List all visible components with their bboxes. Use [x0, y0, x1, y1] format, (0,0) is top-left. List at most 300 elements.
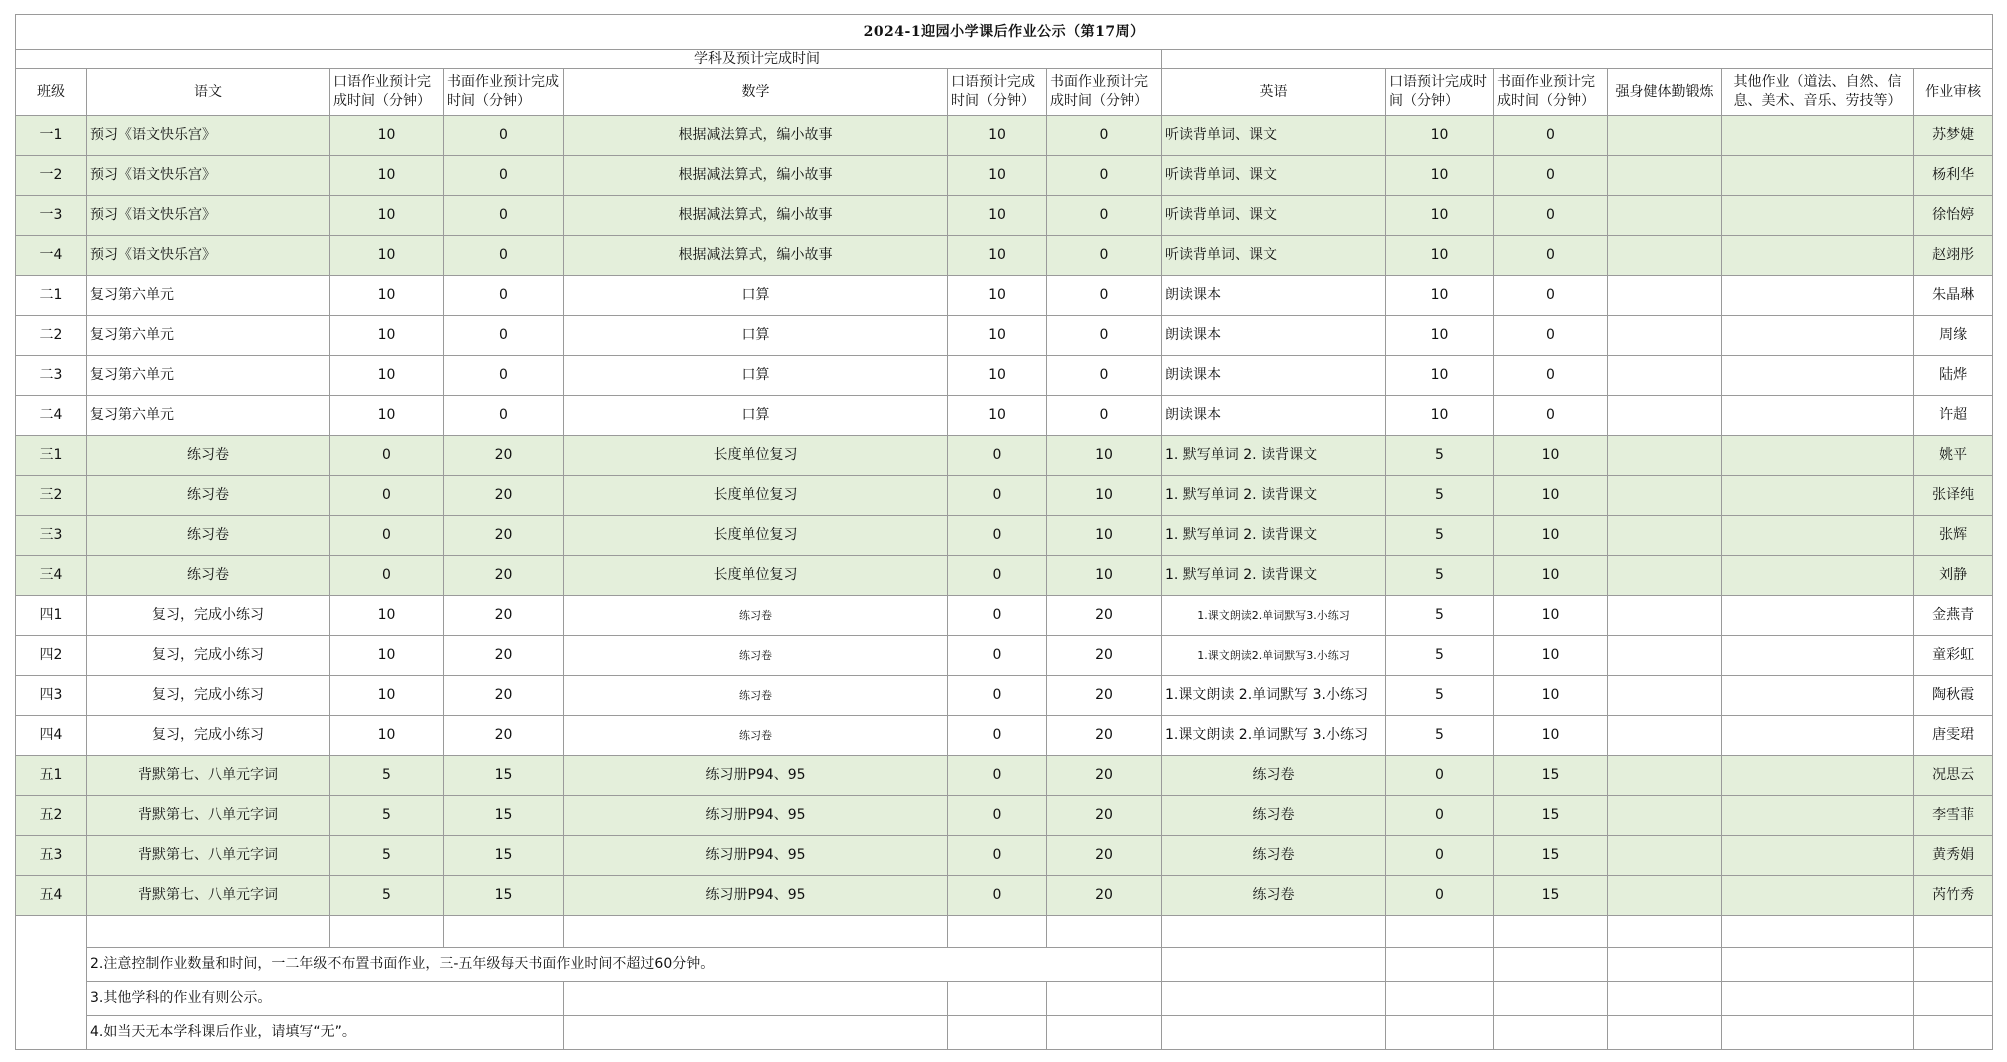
math-cell: 练习册P94、95	[564, 756, 948, 796]
english-written-cell: 0	[1494, 236, 1608, 276]
math-oral-cell: 0	[948, 796, 1047, 836]
notes-gutter	[16, 916, 87, 1050]
class-cell: 一4	[16, 236, 87, 276]
chinese-written-cell: 20	[444, 636, 564, 676]
english-cell: 1.课文朗读2.单词默写3.小练习	[1162, 596, 1386, 636]
math-cell: 根据减法算式，编小故事	[564, 236, 948, 276]
english-written-cell: 0	[1494, 276, 1608, 316]
table-row	[16, 356, 1993, 396]
english-cell: 听读背单词、课文	[1162, 196, 1386, 236]
exercise-cell	[1608, 436, 1722, 476]
chinese-oral-cell: 10	[330, 596, 444, 636]
english-oral-cell: 10	[1386, 236, 1494, 276]
exercise-cell	[1608, 396, 1722, 436]
note-3: 3.其他学科的作业有则公示。	[87, 982, 564, 1016]
reviewer-cell: 赵翊彤	[1914, 236, 1993, 276]
chinese-written-cell: 15	[444, 756, 564, 796]
math-cell: 根据减法算式，编小故事	[564, 196, 948, 236]
chinese-cell: 预习《语文快乐宫》	[87, 196, 330, 236]
other-cell	[1722, 276, 1914, 316]
math-oral-cell: 0	[948, 876, 1047, 916]
math-cell: 长度单位复习	[564, 436, 948, 476]
chinese-oral-cell: 0	[330, 556, 444, 596]
chinese-cell: 复习，完成小练习	[87, 596, 330, 636]
table-row	[16, 316, 1993, 356]
other-cell	[1722, 196, 1914, 236]
math-cell: 根据减法算式，编小故事	[564, 156, 948, 196]
chinese-oral-cell: 10	[330, 116, 444, 156]
chinese-written-cell: 20	[444, 596, 564, 636]
english-oral-cell: 0	[1386, 796, 1494, 836]
chinese-cell: 预习《语文快乐宫》	[87, 236, 330, 276]
math-cell: 口算	[564, 356, 948, 396]
exercise-cell	[1608, 316, 1722, 356]
math-written-cell: 0	[1047, 396, 1162, 436]
chinese-written-cell: 0	[444, 116, 564, 156]
other-cell	[1722, 236, 1914, 276]
chinese-written-cell: 15	[444, 876, 564, 916]
english-written-cell: 10	[1494, 436, 1608, 476]
english-written-cell: 0	[1494, 356, 1608, 396]
table-row	[16, 556, 1993, 596]
table-row	[16, 716, 1993, 756]
math-oral-cell: 10	[948, 356, 1047, 396]
exercise-cell	[1608, 196, 1722, 236]
chinese-written-cell: 0	[444, 396, 564, 436]
exercise-cell	[1608, 276, 1722, 316]
reviewer-cell: 陶秋霞	[1914, 676, 1993, 716]
table-row	[16, 236, 1993, 276]
english-oral-cell: 5	[1386, 636, 1494, 676]
header-math: 数学	[564, 69, 948, 116]
english-written-cell: 10	[1494, 516, 1608, 556]
reviewer-cell: 陆烨	[1914, 356, 1993, 396]
math-written-cell: 10	[1047, 436, 1162, 476]
chinese-cell: 复习，完成小练习	[87, 716, 330, 756]
math-oral-cell: 0	[948, 556, 1047, 596]
reviewer-cell: 芮竹秀	[1914, 876, 1993, 916]
chinese-cell: 练习卷	[87, 556, 330, 596]
header-english-written: 书面作业预计完成时间（分钟）	[1494, 69, 1608, 116]
notes-row	[16, 982, 1993, 1016]
chinese-oral-cell: 5	[330, 796, 444, 836]
math-oral-cell: 10	[948, 276, 1047, 316]
english-oral-cell: 10	[1386, 156, 1494, 196]
other-cell	[1722, 756, 1914, 796]
english-cell: 1. 默写单词 2. 读背课文	[1162, 516, 1386, 556]
exercise-cell	[1608, 116, 1722, 156]
chinese-cell: 练习卷	[87, 516, 330, 556]
exercise-cell	[1608, 756, 1722, 796]
table-row	[16, 756, 1993, 796]
reviewer-cell: 金燕青	[1914, 596, 1993, 636]
chinese-oral-cell: 0	[330, 516, 444, 556]
class-cell: 二1	[16, 276, 87, 316]
math-oral-cell: 0	[948, 516, 1047, 556]
math-oral-cell: 0	[948, 596, 1047, 636]
chinese-oral-cell: 10	[330, 716, 444, 756]
other-cell	[1722, 476, 1914, 516]
chinese-written-cell: 20	[444, 516, 564, 556]
math-oral-cell: 0	[948, 756, 1047, 796]
other-cell	[1722, 556, 1914, 596]
reviewer-cell: 张辉	[1914, 516, 1993, 556]
class-cell: 一2	[16, 156, 87, 196]
class-cell: 五4	[16, 876, 87, 916]
class-cell: 二2	[16, 316, 87, 356]
reviewer-cell: 童彩虹	[1914, 636, 1993, 676]
exercise-cell	[1608, 476, 1722, 516]
english-written-cell: 15	[1494, 796, 1608, 836]
exercise-cell	[1608, 236, 1722, 276]
header-math-written: 书面作业预计完成时间（分钟）	[1047, 69, 1162, 116]
chinese-cell: 复习，完成小练习	[87, 636, 330, 676]
header-row	[16, 69, 1993, 116]
exercise-cell	[1608, 556, 1722, 596]
english-cell: 朗读课本	[1162, 396, 1386, 436]
english-cell: 朗读课本	[1162, 316, 1386, 356]
chinese-cell: 背默第七、八单元字词	[87, 796, 330, 836]
reviewer-cell: 唐雯珺	[1914, 716, 1993, 756]
math-written-cell: 0	[1047, 116, 1162, 156]
math-written-cell: 0	[1047, 276, 1162, 316]
math-oral-cell: 0	[948, 716, 1047, 756]
english-oral-cell: 10	[1386, 276, 1494, 316]
exercise-cell	[1608, 596, 1722, 636]
table-row	[16, 196, 1993, 236]
class-cell: 一3	[16, 196, 87, 236]
english-written-cell: 10	[1494, 676, 1608, 716]
chinese-oral-cell: 10	[330, 396, 444, 436]
chinese-oral-cell: 10	[330, 196, 444, 236]
math-written-cell: 0	[1047, 316, 1162, 356]
chinese-written-cell: 20	[444, 676, 564, 716]
math-written-cell: 0	[1047, 236, 1162, 276]
english-cell: 听读背单词、课文	[1162, 156, 1386, 196]
reviewer-cell: 况思云	[1914, 756, 1993, 796]
chinese-written-cell: 0	[444, 236, 564, 276]
reviewer-cell: 苏梦婕	[1914, 116, 1993, 156]
notes-row	[16, 1016, 1993, 1050]
exercise-cell	[1608, 796, 1722, 836]
exercise-cell	[1608, 676, 1722, 716]
reviewer-cell: 杨利华	[1914, 156, 1993, 196]
other-cell	[1722, 876, 1914, 916]
chinese-oral-cell: 5	[330, 836, 444, 876]
math-cell: 练习册P94、95	[564, 836, 948, 876]
other-cell	[1722, 396, 1914, 436]
class-cell: 五1	[16, 756, 87, 796]
chinese-cell: 复习第六单元	[87, 316, 330, 356]
class-cell: 三1	[16, 436, 87, 476]
table-row	[16, 116, 1993, 156]
table-row	[16, 676, 1993, 716]
other-cell	[1722, 156, 1914, 196]
class-cell: 四3	[16, 676, 87, 716]
math-cell: 练习册P94、95	[564, 796, 948, 836]
class-cell: 三2	[16, 476, 87, 516]
english-cell: 1. 默写单词 2. 读背课文	[1162, 556, 1386, 596]
other-cell	[1722, 356, 1914, 396]
header-review: 作业审核	[1914, 69, 1993, 116]
math-oral-cell: 10	[948, 396, 1047, 436]
english-oral-cell: 10	[1386, 316, 1494, 356]
other-cell	[1722, 316, 1914, 356]
math-oral-cell: 0	[948, 436, 1047, 476]
subtitle: 学科及预计完成时间	[16, 50, 1162, 69]
math-written-cell: 20	[1047, 716, 1162, 756]
chinese-cell: 预习《语文快乐宫》	[87, 156, 330, 196]
other-cell	[1722, 516, 1914, 556]
note-2: 2.注意控制作业数量和时间，一二年级不布置书面作业，三-五年级每天书面作业时间不超过60分钟。	[87, 948, 1162, 982]
homework-sheet	[15, 14, 1992, 1048]
chinese-oral-cell: 10	[330, 236, 444, 276]
table-row	[16, 396, 1993, 436]
english-cell: 朗读课本	[1162, 356, 1386, 396]
math-oral-cell: 10	[948, 196, 1047, 236]
english-written-cell: 15	[1494, 756, 1608, 796]
reviewer-cell: 许超	[1914, 396, 1993, 436]
math-oral-cell: 0	[948, 676, 1047, 716]
chinese-oral-cell: 0	[330, 436, 444, 476]
math-written-cell: 10	[1047, 476, 1162, 516]
english-written-cell: 15	[1494, 836, 1608, 876]
other-cell	[1722, 436, 1914, 476]
reviewer-cell: 周缘	[1914, 316, 1993, 356]
class-cell: 四4	[16, 716, 87, 756]
english-written-cell: 0	[1494, 196, 1608, 236]
math-cell: 口算	[564, 316, 948, 356]
english-cell: 1.课文朗读 2.单词默写 3.小练习	[1162, 676, 1386, 716]
english-cell: 1.课文朗读 2.单词默写 3.小练习	[1162, 716, 1386, 756]
math-written-cell: 10	[1047, 516, 1162, 556]
english-written-cell: 10	[1494, 596, 1608, 636]
class-cell: 二3	[16, 356, 87, 396]
chinese-written-cell: 0	[444, 196, 564, 236]
english-written-cell: 0	[1494, 156, 1608, 196]
homework-table	[15, 14, 1993, 1050]
header-chinese-oral: 口语作业预计完成时间（分钟）	[330, 69, 444, 116]
english-written-cell: 15	[1494, 876, 1608, 916]
chinese-oral-cell: 10	[330, 676, 444, 716]
english-oral-cell: 0	[1386, 756, 1494, 796]
math-written-cell: 0	[1047, 196, 1162, 236]
english-oral-cell: 0	[1386, 836, 1494, 876]
english-written-cell: 0	[1494, 316, 1608, 356]
header-class: 班级	[16, 69, 87, 116]
english-cell: 1. 默写单词 2. 读背课文	[1162, 476, 1386, 516]
chinese-oral-cell: 10	[330, 356, 444, 396]
math-written-cell: 20	[1047, 796, 1162, 836]
class-cell: 四2	[16, 636, 87, 676]
english-oral-cell: 10	[1386, 356, 1494, 396]
chinese-written-cell: 0	[444, 356, 564, 396]
table-row	[16, 156, 1993, 196]
other-cell	[1722, 116, 1914, 156]
exercise-cell	[1608, 876, 1722, 916]
table-row	[16, 476, 1993, 516]
math-cell: 长度单位复习	[564, 476, 948, 516]
chinese-written-cell: 0	[444, 276, 564, 316]
class-cell: 三4	[16, 556, 87, 596]
chinese-oral-cell: 5	[330, 876, 444, 916]
english-cell: 练习卷	[1162, 756, 1386, 796]
chinese-oral-cell: 10	[330, 276, 444, 316]
notes-row	[16, 916, 1993, 948]
math-written-cell: 20	[1047, 836, 1162, 876]
english-oral-cell: 10	[1386, 116, 1494, 156]
math-written-cell: 20	[1047, 756, 1162, 796]
math-cell: 根据减法算式，编小故事	[564, 116, 948, 156]
english-written-cell: 10	[1494, 556, 1608, 596]
class-cell: 五2	[16, 796, 87, 836]
math-written-cell: 10	[1047, 556, 1162, 596]
math-oral-cell: 0	[948, 836, 1047, 876]
math-oral-cell: 10	[948, 316, 1047, 356]
math-cell: 长度单位复习	[564, 556, 948, 596]
english-oral-cell: 5	[1386, 556, 1494, 596]
english-oral-cell: 10	[1386, 196, 1494, 236]
reviewer-cell: 姚平	[1914, 436, 1993, 476]
chinese-oral-cell: 10	[330, 316, 444, 356]
table-row	[16, 876, 1993, 916]
reviewer-cell: 张译纯	[1914, 476, 1993, 516]
chinese-cell: 练习卷	[87, 436, 330, 476]
header-chinese: 语文	[87, 69, 330, 116]
table-row	[16, 836, 1993, 876]
header-chinese-written: 书面作业预计完成时间（分钟）	[444, 69, 564, 116]
reviewer-cell: 朱晶琳	[1914, 276, 1993, 316]
reviewer-cell: 徐怡婷	[1914, 196, 1993, 236]
english-oral-cell: 0	[1386, 876, 1494, 916]
exercise-cell	[1608, 356, 1722, 396]
table-row	[16, 636, 1993, 676]
chinese-written-cell: 20	[444, 716, 564, 756]
chinese-written-cell: 15	[444, 796, 564, 836]
math-written-cell: 20	[1047, 876, 1162, 916]
reviewer-cell: 黄秀娟	[1914, 836, 1993, 876]
english-oral-cell: 5	[1386, 716, 1494, 756]
chinese-written-cell: 15	[444, 836, 564, 876]
english-written-cell: 0	[1494, 396, 1608, 436]
english-cell: 练习卷	[1162, 796, 1386, 836]
chinese-written-cell: 0	[444, 156, 564, 196]
header-math-oral: 口语预计完成时间（分钟）	[948, 69, 1047, 116]
english-written-cell: 0	[1494, 116, 1608, 156]
english-cell: 练习卷	[1162, 836, 1386, 876]
header-english-oral: 口语预计完成时间（分钟）	[1386, 69, 1494, 116]
math-cell: 练习册P94、95	[564, 876, 948, 916]
sheet-title: 2024-1迎园小学课后作业公示（第17周）	[16, 15, 1993, 50]
chinese-oral-cell: 10	[330, 156, 444, 196]
other-cell	[1722, 836, 1914, 876]
english-oral-cell: 5	[1386, 676, 1494, 716]
chinese-written-cell: 20	[444, 556, 564, 596]
math-written-cell: 20	[1047, 596, 1162, 636]
chinese-cell: 预习《语文快乐宫》	[87, 116, 330, 156]
math-oral-cell: 10	[948, 236, 1047, 276]
table-row	[16, 796, 1993, 836]
english-oral-cell: 5	[1386, 436, 1494, 476]
english-written-cell: 10	[1494, 476, 1608, 516]
english-cell: 练习卷	[1162, 876, 1386, 916]
class-cell: 一1	[16, 116, 87, 156]
math-written-cell: 20	[1047, 676, 1162, 716]
english-cell: 朗读课本	[1162, 276, 1386, 316]
other-cell	[1722, 716, 1914, 756]
class-cell: 五3	[16, 836, 87, 876]
reviewer-cell: 李雪菲	[1914, 796, 1993, 836]
table-row	[16, 276, 1993, 316]
chinese-cell: 背默第七、八单元字词	[87, 876, 330, 916]
math-cell: 练习卷	[564, 676, 948, 716]
chinese-written-cell: 20	[444, 436, 564, 476]
math-cell: 口算	[564, 396, 948, 436]
exercise-cell	[1608, 516, 1722, 556]
chinese-cell: 复习，完成小练习	[87, 676, 330, 716]
chinese-cell: 背默第七、八单元字词	[87, 756, 330, 796]
chinese-oral-cell: 0	[330, 476, 444, 516]
math-cell: 练习卷	[564, 596, 948, 636]
exercise-cell	[1608, 636, 1722, 676]
english-cell: 1. 默写单词 2. 读背课文	[1162, 436, 1386, 476]
chinese-cell: 复习第六单元	[87, 276, 330, 316]
exercise-cell	[1608, 716, 1722, 756]
chinese-cell: 复习第六单元	[87, 356, 330, 396]
math-oral-cell: 10	[948, 116, 1047, 156]
reviewer-cell: 刘静	[1914, 556, 1993, 596]
chinese-oral-cell: 5	[330, 756, 444, 796]
chinese-cell: 复习第六单元	[87, 396, 330, 436]
other-cell	[1722, 596, 1914, 636]
chinese-written-cell: 0	[444, 316, 564, 356]
header-english: 英语	[1162, 69, 1386, 116]
english-written-cell: 10	[1494, 636, 1608, 676]
exercise-cell	[1608, 156, 1722, 196]
math-cell: 练习卷	[564, 636, 948, 676]
notes-row	[16, 948, 1993, 982]
table-row	[16, 516, 1993, 556]
english-cell: 1.课文朗读2.单词默写3.小练习	[1162, 636, 1386, 676]
math-oral-cell: 10	[948, 156, 1047, 196]
math-written-cell: 0	[1047, 156, 1162, 196]
english-oral-cell: 5	[1386, 516, 1494, 556]
class-cell: 三3	[16, 516, 87, 556]
class-cell: 二4	[16, 396, 87, 436]
math-cell: 练习卷	[564, 716, 948, 756]
note-4: 4.如当天无本学科课后作业，请填写“无”。	[87, 1016, 564, 1050]
english-oral-cell: 10	[1386, 396, 1494, 436]
other-cell	[1722, 796, 1914, 836]
other-cell	[1722, 636, 1914, 676]
math-written-cell: 20	[1047, 636, 1162, 676]
english-cell: 听读背单词、课文	[1162, 236, 1386, 276]
math-oral-cell: 0	[948, 636, 1047, 676]
header-exercise: 强身健体勤锻炼	[1608, 69, 1722, 116]
chinese-cell: 背默第七、八单元字词	[87, 836, 330, 876]
english-written-cell: 10	[1494, 716, 1608, 756]
math-cell: 长度单位复习	[564, 516, 948, 556]
chinese-written-cell: 20	[444, 476, 564, 516]
table-row	[16, 596, 1993, 636]
chinese-cell: 练习卷	[87, 476, 330, 516]
english-cell: 听读背单词、课文	[1162, 116, 1386, 156]
header-other: 其他作业（道法、自然、信息、美术、音乐、劳技等）	[1722, 69, 1914, 116]
chinese-oral-cell: 10	[330, 636, 444, 676]
exercise-cell	[1608, 836, 1722, 876]
math-cell: 口算	[564, 276, 948, 316]
english-oral-cell: 5	[1386, 476, 1494, 516]
